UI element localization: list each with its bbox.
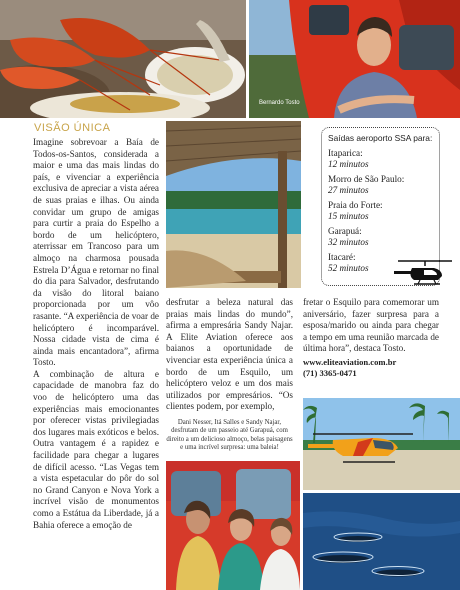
column-1-paragraph-1: Imagine sobrevoar a Baía de Todos-os-Santos, considerada a maior e uma das mais lindas do país, e vivenciar a experiência exclusiva de apreciar a vista aérea de suas praias e ilhas. Ou ainda convidar um grupo de amigas para curtir a praia do Espelho a bordo de um helicóptero, aterrissar em Trancoso para um almoço na charmosa pousada Estrela D’Água e retornar no final do dia para Salvador, desfrutando da visão do litoral baiano proporcionada por um vôo rasante. “A experiência de voar de helicóptero é incomparável. Nossa cidade vista de cima é ainda mais encantadora”, afirma Tosto.: [33, 137, 160, 368]
flight-duration: 15 minutos: [328, 211, 369, 221]
flight-item: [328, 226, 438, 248]
column-3: [303, 297, 439, 379]
column-2-paragraph-1: desfrutar a beleza natural das praias mais lindas do mundo”, afirma a empresária Sandy Najar. A Elite Aviation oferece aos baianos a oportunidade de vivenciar esta experiência única a bordo de um Esquilo, um helicóptero veloz e um dos mais utilizados por empresários. “Os clientes podem, por exemplo,: [166, 297, 293, 412]
whale-photo: [303, 493, 460, 590]
flight-duration: 27 minutos: [328, 185, 369, 195]
beach-hut-photo: [166, 121, 301, 288]
phone-number: (71) 3365-0471: [303, 367, 357, 378]
section-heading: VISÃO ÚNICA: [34, 122, 111, 134]
column-1-paragraph-2: A combinação de altura e capacidade de manobra faz do voo de helicóptero uma das experiências mais emocionantes por oferecer vistas privilegiadas dos lugares mais exóticos e belos. Outra vantagem é a rapidez e facilidade para chegar a lugares de difícil acesso. “Las Vegas tem a vista espetacular do pôr do sol no Grand Canyon e Nova York a incrível visão de monumentos como a Estátua da Liberdade, já a Bahia oferece a emoção de: [33, 368, 159, 530]
flight-destination: Garapuá:: [328, 226, 362, 236]
column-2: [166, 297, 293, 413]
website-link[interactable]: www.eliteaviation.com.br: [303, 356, 397, 367]
lobster-photo: [0, 0, 246, 118]
flight-item: [328, 174, 438, 196]
flight-duration: 32 minutos: [328, 237, 369, 247]
flight-destination: Praia do Forte:: [328, 200, 383, 210]
passengers-photo: [166, 461, 300, 590]
flight-box-title: Saídas aeroporto SSA para:: [328, 133, 433, 143]
flight-item: [328, 148, 438, 170]
helicopter-beach-photo: [303, 398, 460, 490]
helicopter-icon: [394, 258, 456, 288]
flight-list: [328, 148, 438, 274]
pilot-portrait-photo: [249, 0, 460, 118]
photo-caption: Dani Nesser, Itá Salles e Sandy Najar, desfrutam de um passeio até Garapuá, com direito a um delicioso almoço, belas paisagens e uma incrível surpresa: uma baleia!: [166, 419, 293, 452]
flight-duration: 12 minutos: [328, 159, 369, 169]
photo-credit: Bernardo Tosto: [259, 100, 300, 106]
flight-destination: Morro de São Paulo:: [328, 174, 405, 184]
flight-destination: Itaparica:: [328, 148, 363, 158]
flight-destination: Itacaré:: [328, 252, 356, 262]
flight-item: [328, 200, 438, 222]
column-1: [33, 137, 159, 531]
flight-duration: 52 minutos: [328, 263, 369, 273]
column-3-paragraph-1: fretar o Esquilo para comemorar um aniversário, fazer surpresa para a esposa/marido ou ainda para chegar a tempo em uma reunião marcada de última hora”, destaca Tosto.: [303, 297, 439, 354]
